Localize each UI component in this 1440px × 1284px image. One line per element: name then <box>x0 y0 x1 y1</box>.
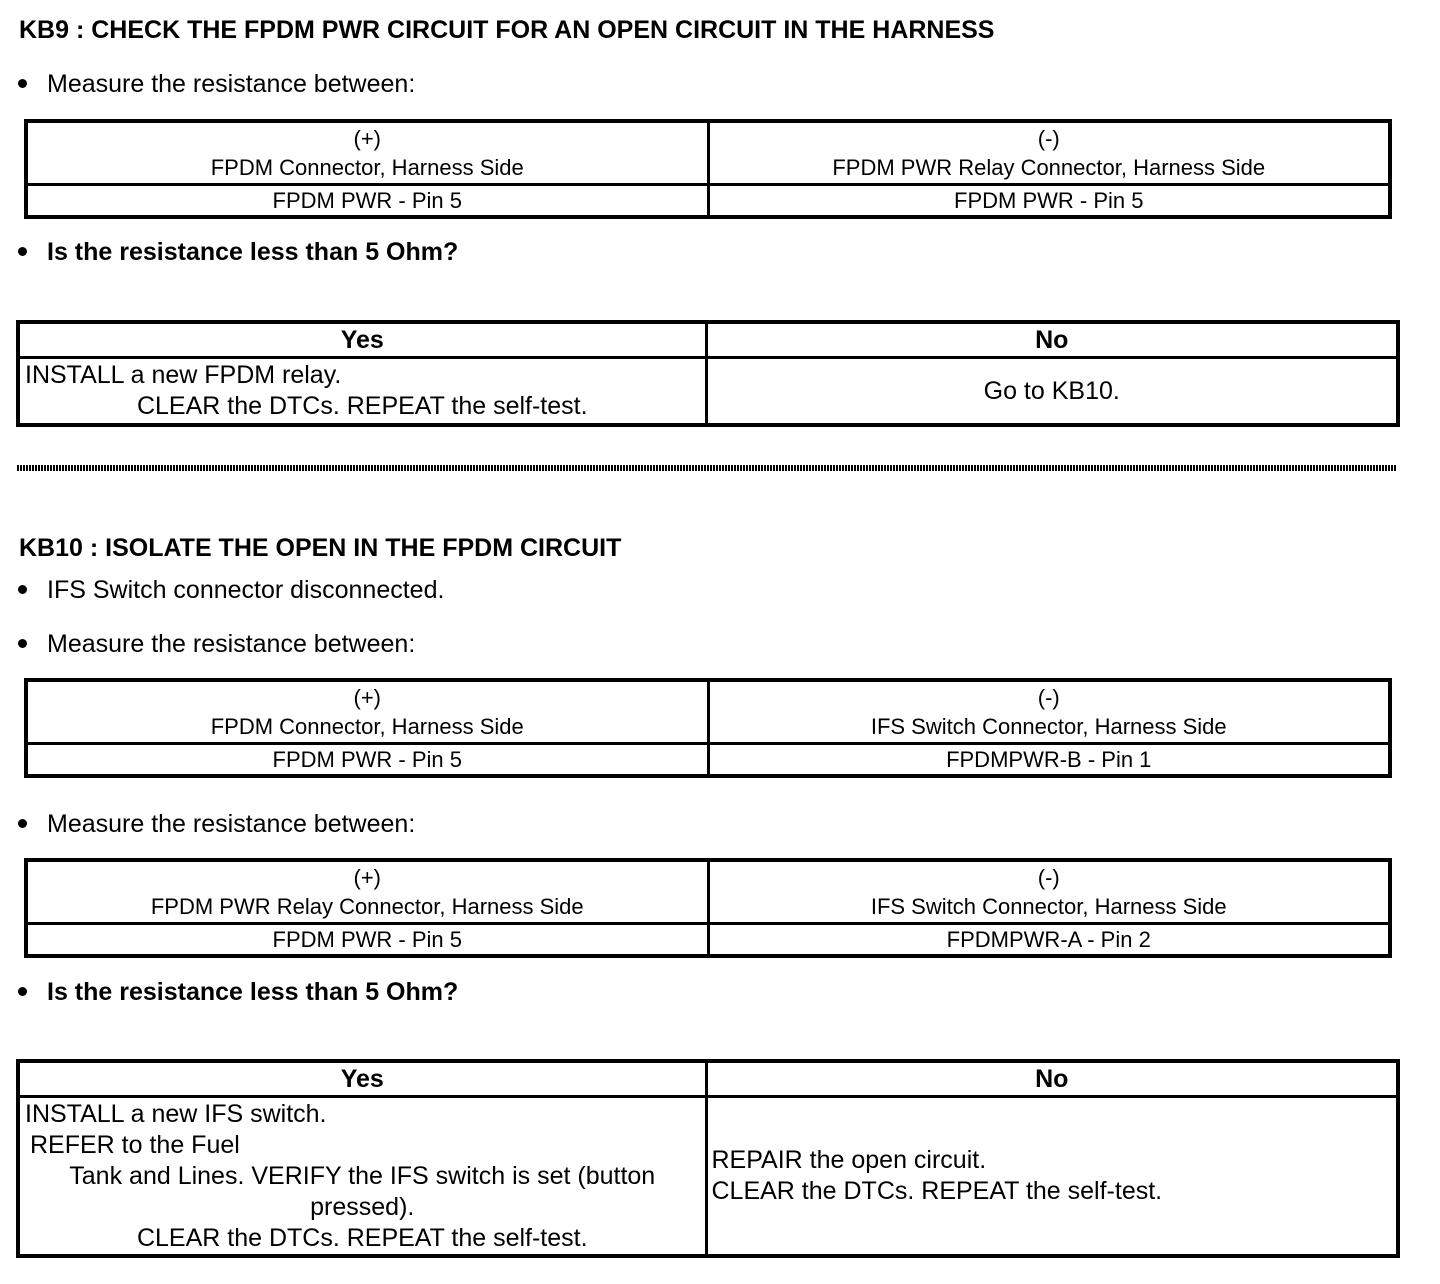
no-line: REPAIR the open circuit. <box>711 1146 987 1174</box>
yes-header: Yes <box>18 322 706 358</box>
column-header: IFS Switch Connector, Harness Side <box>870 894 1227 919</box>
bullet-text: Is the resistance less than 5 Ohm? <box>47 978 459 1006</box>
table-cell: FPDMPWR-A - Pin 2 <box>708 924 1390 957</box>
table-header-cell <box>26 121 708 185</box>
table-header-cell <box>26 860 708 924</box>
kb10-question-bullet <box>18 978 458 1007</box>
kb9-measure-bullet <box>18 70 415 99</box>
no-header: No <box>706 1061 1398 1097</box>
table-header-cell <box>708 860 1390 924</box>
table-header-cell <box>708 121 1390 185</box>
bullet-text: Measure the resistance between: <box>47 70 416 98</box>
sign-label: (-) <box>1037 685 1060 710</box>
column-header: FPDM Connector, Harness Side <box>210 155 524 180</box>
bullet-icon <box>18 79 27 88</box>
column-header: FPDM PWR Relay Connector, Harness Side <box>150 894 584 919</box>
bullet-icon <box>18 987 27 996</box>
sign-label: (-) <box>1037 865 1060 890</box>
no-header: No <box>706 322 1398 358</box>
yes-line: Tank and Lines. VERIFY the IFS switch is set (button <box>69 1161 656 1190</box>
bullet-text: Measure the resistance between: <box>47 810 416 838</box>
kb10-measure-table-1 <box>24 678 1392 778</box>
no-line: CLEAR the DTCs. REPEAT the self-test. <box>711 1177 1163 1205</box>
bullet-text: Is the resistance less than 5 Ohm? <box>47 238 459 266</box>
column-header: FPDM Connector, Harness Side <box>210 714 524 739</box>
column-header: IFS Switch Connector, Harness Side <box>870 714 1227 739</box>
yes-line: INSTALL a new FPDM relay. <box>25 361 342 389</box>
yes-line: CLEAR the DTCs. REPEAT the self-test. <box>136 392 588 420</box>
bullet-icon <box>18 585 27 594</box>
kb9-title: KB9 : CHECK THE FPDM PWR CIRCUIT FOR AN OPEN CIRCUIT IN THE HARNESS <box>19 16 995 44</box>
no-cell: Go to KB10. <box>706 358 1398 426</box>
kb10-result-table <box>16 1059 1400 1258</box>
sign-label: (-) <box>1037 126 1060 151</box>
table-header-cell <box>708 680 1390 744</box>
column-header: FPDM PWR Relay Connector, Harness Side <box>832 155 1266 180</box>
kb10-condition-bullet <box>18 576 444 605</box>
kb10-measure-table-2 <box>24 858 1392 958</box>
yes-header: Yes <box>18 1061 706 1097</box>
bullet-icon <box>18 639 27 648</box>
kb10-measure-bullet-2 <box>18 810 415 839</box>
table-cell: FPDM PWR - Pin 5 <box>708 185 1390 218</box>
sign-label: (+) <box>353 865 381 890</box>
yes-line: INSTALL a new IFS switch. <box>25 1099 327 1128</box>
yes-line: pressed). <box>310 1192 415 1221</box>
bullet-text: IFS Switch connector disconnected. <box>47 576 445 604</box>
yes-cell <box>18 358 706 426</box>
bullet-text: Measure the resistance between: <box>47 630 416 658</box>
table-cell: FPDMPWR-B - Pin 1 <box>708 744 1390 777</box>
sign-label: (+) <box>353 685 381 710</box>
table-header-cell <box>26 680 708 744</box>
yes-cell <box>18 1097 706 1257</box>
yes-line: CLEAR the DTCs. REPEAT the self-test. <box>136 1223 588 1252</box>
section-divider <box>17 465 1396 471</box>
sign-label: (+) <box>353 126 381 151</box>
no-cell <box>706 1097 1398 1257</box>
kb9-measure-table <box>24 119 1392 219</box>
yes-line: REFER to the Fuel <box>30 1130 240 1159</box>
kb10-title: KB10 : ISOLATE THE OPEN IN THE FPDM CIRCUIT <box>19 534 622 562</box>
kb9-question-bullet <box>18 238 458 267</box>
kb10-measure-bullet-1 <box>18 630 415 659</box>
table-cell: FPDM PWR - Pin 5 <box>26 185 708 218</box>
bullet-icon <box>18 819 27 828</box>
kb9-result-table <box>16 320 1400 427</box>
bullet-icon <box>18 247 27 256</box>
table-cell: FPDM PWR - Pin 5 <box>26 744 708 777</box>
table-cell: FPDM PWR - Pin 5 <box>26 924 708 957</box>
